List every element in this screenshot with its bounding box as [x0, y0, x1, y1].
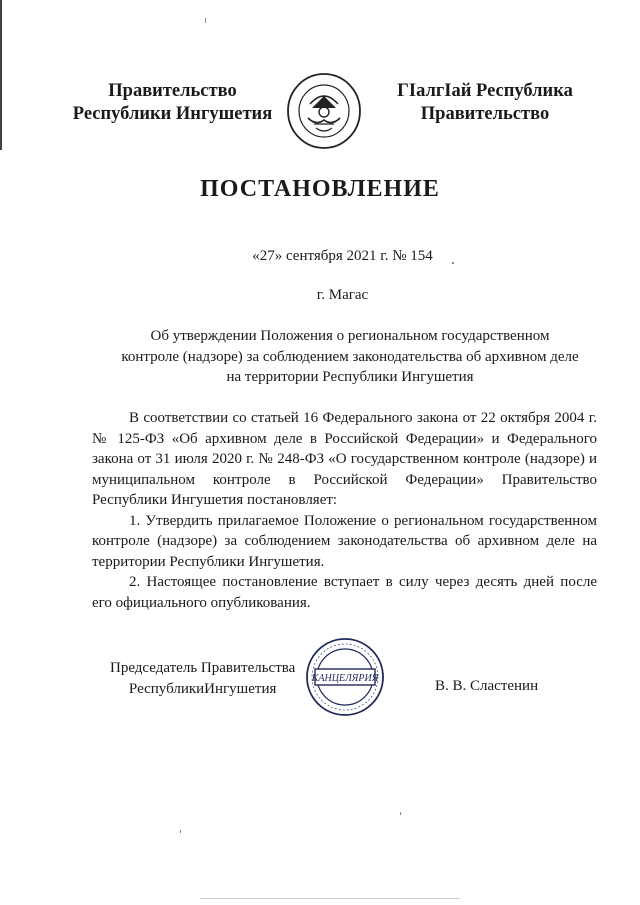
body-paragraph: 1. Утвердить прилагаемое Положение о региональном государственном контроле (надзоре) за соблюдением законодательства об архивном деле на территории Республики Ингушетия. [92, 512, 597, 570]
body-paragraph: В соответствии со статьей 16 Федерального закона от 22 октября 2004 г. № 125-ФЗ «Об архивном деле в Российской Федерации» и Федерального закона от 31 июля 2020 г. № 248-ФЗ «О государственном контроле (надзоре) и муниципальном контроле в Российской Федерации» Правительство Республики Ингушетия постановляет: [92, 410, 597, 508]
office-stamp-icon [305, 637, 385, 717]
document-body [92, 408, 597, 613]
scan-bottom-noise [200, 898, 460, 899]
header-right-line1: ГIалгIай Республика [397, 81, 573, 101]
header-right-block [385, 80, 585, 126]
scan-speck [205, 18, 206, 23]
scan-speck [180, 830, 181, 833]
scan-edge-line [0, 0, 2, 150]
stamp-center-text: КАНЦЕЛЯРИЯ [311, 673, 379, 684]
document-subject [100, 326, 600, 388]
scan-speck [400, 812, 401, 815]
header-left-line1: Правительство [108, 81, 237, 101]
emblem-icon [286, 72, 362, 150]
signatory-position-line2: РеспубликиИнгушетия [128, 680, 277, 697]
signatory-name: В. В. Сластенин [435, 678, 539, 694]
header-right-line2: Правительство [420, 104, 550, 124]
document-title: ПОСТАНОВЛЕНИЕ [200, 176, 440, 202]
body-paragraph: 2. Настоящее постановление вступает в силу через десять дней после его официального опубликования. [92, 574, 597, 611]
scan-speck [452, 262, 454, 264]
subject-line: на территории Республики Ингушетия [226, 369, 474, 385]
document-city: г. Магас [316, 287, 369, 303]
header-left-line2: Республики Ингушетия [72, 104, 273, 124]
document-date-number: «27» сентября 2021 г. № 154 [252, 248, 433, 264]
signatory-position [110, 658, 295, 699]
signatory-position-line1: Председатель Правительства [110, 660, 296, 676]
subject-line: Об утверждении Положения о региональном государственном [150, 328, 550, 344]
subject-line: контроле (надзоре) за соблюдением законодательства об архивном деле [121, 348, 579, 365]
header-left-block [60, 80, 285, 126]
